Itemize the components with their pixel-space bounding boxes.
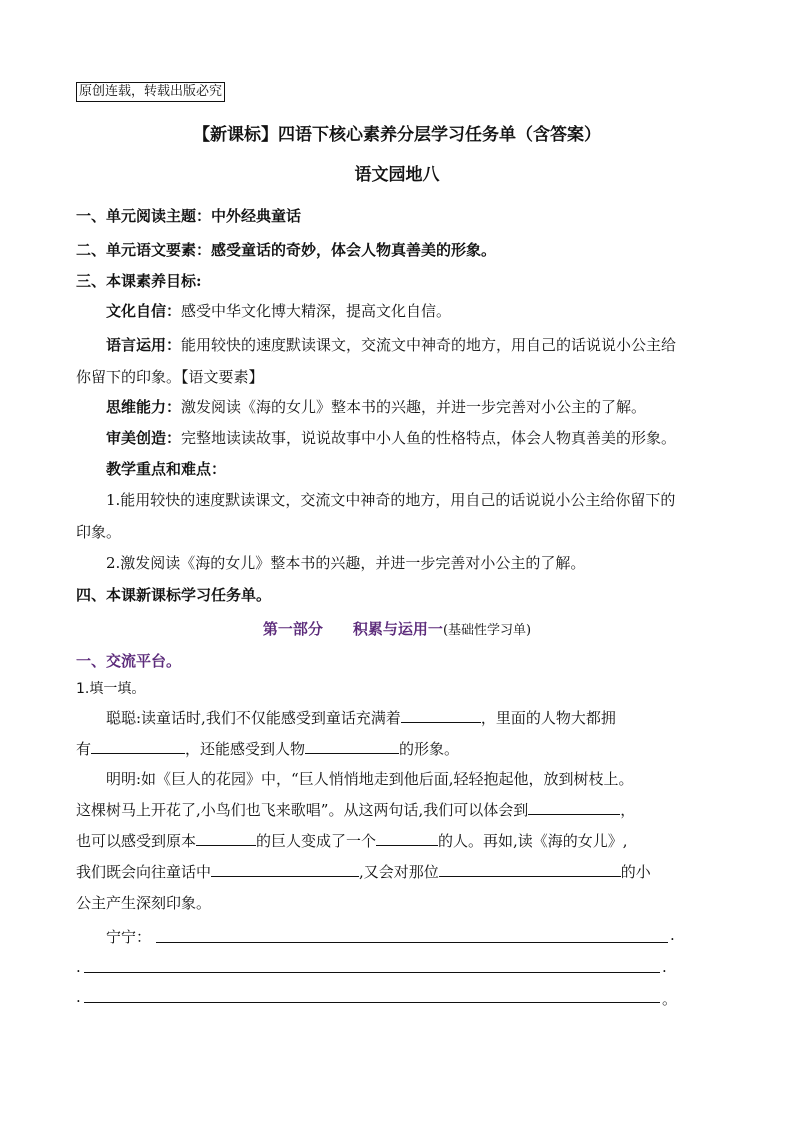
exercise-line-1 (106, 707, 616, 728)
goal-culture-label: 文化自信： (106, 302, 182, 320)
text-segment: 也可以感受到原本 (76, 832, 197, 850)
line-end-mark: . (670, 926, 675, 944)
text-segment: 这棵树马上开花了,小鸟们也飞来歌唱”。从这两句话,我们可以体会到 (76, 801, 529, 819)
text-segment: 聪聪:读童话时,我们不仅能感受到童话充满着 (106, 709, 401, 727)
ningning-label: 宁宁： (106, 928, 152, 946)
fill-blank[interactable] (211, 862, 359, 877)
text-segment: 的形象。 (399, 740, 460, 758)
exercise-line-5 (76, 830, 628, 851)
reading-theme (76, 205, 301, 226)
fill-blank[interactable] (439, 862, 621, 877)
goal-thinking-text: 激发阅读《海的女儿》整本书的兴趣，并进一步完善对小公主的了解。 (181, 398, 647, 416)
text-segment: ，还能感受到人物 (185, 740, 306, 758)
reading-theme-label: 一、单元阅读主题： (76, 207, 212, 225)
fill-blank[interactable] (528, 800, 620, 815)
part-subtitle: 积累与运用一 (352, 620, 443, 638)
exercise-heading: 一、交流平台。 (76, 652, 182, 670)
line-start-mark: . (76, 988, 81, 1006)
reading-theme-value: 中外经典童话 (211, 207, 302, 225)
exercise-line-2 (76, 738, 459, 759)
goal-language-cont: 你留下的印象。【语文要素】 (76, 368, 264, 386)
goals-heading: 三、本课素养目标: (76, 272, 202, 290)
text-segment: 的巨人变成了一个 (256, 832, 377, 850)
goal-thinking (106, 396, 646, 417)
line-end-mark: 。 (662, 990, 678, 1008)
goal-language-label: 语言运用： (106, 336, 182, 354)
key-point-1: 1.能用较快的速度默读课文，交流文中神奇的地方，用自己的话说说小公主给你留下的 (106, 491, 676, 509)
fill-blank[interactable] (91, 739, 185, 754)
exercise-line-3: 明明:如《巨人的花园》中，“巨人悄悄地走到他后面,轻轻抱起他，放到树枝上。 (106, 770, 634, 788)
goal-thinking-label: 思维能力： (106, 398, 182, 416)
text-segment: ,又会对那位 (359, 863, 439, 881)
line-end-mark: . (662, 958, 667, 976)
goal-language-text: 能用较快的速度默读课文，交流文中神奇的地方，用自己的话说说小公主给 (181, 336, 677, 354)
key-points-heading: 教学重点和难点： (106, 460, 227, 478)
text-segment: 我们既会向往童话中 (76, 863, 212, 881)
question-1: 1.填一填。 (76, 681, 146, 697)
fill-blank[interactable] (196, 831, 256, 846)
exercise-line-7: 公主产生深刻印象。 (76, 894, 212, 912)
exercise-line-6 (76, 861, 651, 882)
document-title: 【新课标】四语下核心素养分层学习任务单（含答案） (193, 125, 601, 145)
fill-blank[interactable] (305, 739, 399, 754)
part-heading (0, 618, 794, 639)
document-subtitle: 语文园地八 (354, 165, 440, 185)
answer-line[interactable] (84, 1002, 660, 1003)
text-segment: 有 (76, 740, 92, 758)
task-sheet-heading: 四、本课新课标学习任务单。 (76, 586, 272, 604)
language-element-value: 感受童话的奇妙，体会人物真善美的形象。 (211, 241, 497, 259)
exercise-line-4 (76, 799, 635, 820)
part-note: (基础性学习单) (442, 623, 532, 638)
language-element (76, 239, 496, 260)
goal-culture-text: 感受中华文化博大精深，提高文化自信。 (181, 302, 452, 320)
text-segment: ，里面的人物大都拥 (480, 709, 616, 727)
line-start-mark: . (76, 958, 81, 976)
text-segment: 的小 (620, 863, 651, 881)
language-element-label: 二、单元语文要素： (76, 241, 212, 259)
fill-blank[interactable] (401, 708, 481, 723)
key-point-2: 2.激发阅读《海的女儿》整本书的兴趣，并进一步完善对小公主的了解。 (106, 554, 586, 572)
goal-aesthetic (106, 427, 676, 448)
text-segment: ， (620, 801, 636, 819)
answer-line[interactable] (84, 972, 660, 973)
text-segment: 的人。再如,读《海的女儿》, (438, 832, 628, 850)
answer-line[interactable] (156, 942, 668, 943)
part-title: 第一部分 (262, 620, 323, 638)
copyright-stamp: 原创连载，转载出版必究 (76, 82, 225, 102)
goal-aesthetic-text: 完整地读读故事，说说故事中小人鱼的性格特点，体会人物真善美的形象。 (181, 429, 677, 447)
goal-language (106, 334, 676, 355)
fill-blank[interactable] (376, 831, 438, 846)
goal-culture (106, 300, 451, 321)
key-point-1-cont: 印象。 (76, 523, 122, 541)
goal-aesthetic-label: 审美创造： (106, 429, 182, 447)
